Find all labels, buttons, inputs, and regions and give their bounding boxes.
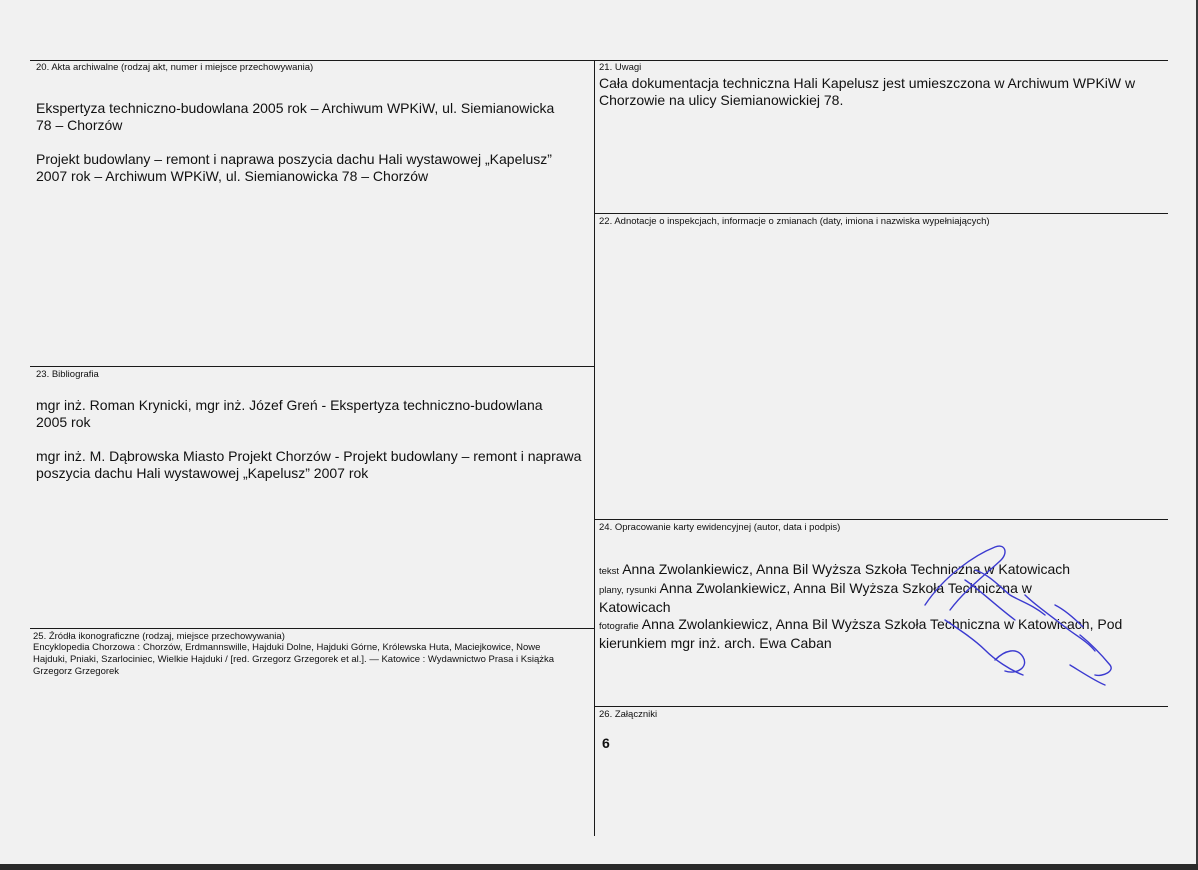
plany-label: plany, rysunki (599, 585, 657, 596)
section-20-label: 20. Akta archiwalne (rodzaj akt, numer i miejsce przechowywania) (36, 62, 314, 73)
fotografie-label: fotografie (599, 621, 639, 632)
top-rule-right (594, 60, 1168, 61)
section-25-label: 25. Źródła ikonograficzne (rodzaj, miejsce przechowywania) (33, 631, 285, 642)
section-23-paragraph-1: mgr inż. Roman Krynicki, mgr inż. Józef Greń - Ekspertyza techniczno-budowlana 2005 rok (36, 397, 543, 430)
section-20-content (36, 100, 566, 202)
section-20-paragraph-2: Projekt budowlany – remont i naprawa poszycia dachu Hali wystawowej „Kapelusz” 2007 rok – Archiwum WPKiW, ul. Siemianowicka 78 – Chorzów (36, 151, 552, 184)
top-rule-left (30, 60, 594, 61)
center-divider (594, 60, 595, 836)
section-21-label: 21. Uwagi (599, 62, 642, 73)
section-20-paragraph-1: Ekspertyza techniczno-budowlana 2005 rok – Archiwum WPKiW, ul. Siemianowicka 78 – Chorzów (36, 100, 555, 133)
section-23-paragraph-2: mgr inż. M. Dąbrowska Miasto Projekt Chorzów - Projekt budowlany – remont i naprawa poszycia dachu Hali wystawowej „Kapelusz” 2007 rok (36, 448, 582, 481)
section-24-label: 24. Opracowanie karty ewidencyjnej (autor, data i podpis) (599, 522, 841, 533)
rule-21-22 (594, 213, 1168, 214)
rule-23-25 (30, 628, 594, 629)
rule-24-26 (594, 706, 1168, 707)
section-26-value: 6 (602, 735, 610, 751)
rule-20-23 (30, 366, 594, 367)
fotografie-value: Anna Zwolankiewicz, Anna Bil Wyższa Szkoła Techniczna w Katowicach, Pod kierunkiem mgr inż. arch. Ewa Caban (599, 616, 1123, 651)
section-22-label: 22. Adnotacje o inspekcjach, informacje o zmianach (daty, imiona i nazwiska wypełniających) (599, 216, 990, 227)
tekst-label: tekst (599, 566, 620, 577)
plany-value: Anna Zwolankiewicz, Anna Bil Wyższa Szkoła Techniczna w Katowicach (599, 580, 1032, 615)
handwritten-signature (905, 535, 1155, 695)
section-23-label: 23. Bibliografia (36, 369, 99, 380)
section-26-label: 26. Załączniki (599, 709, 658, 720)
rule-22-24 (594, 519, 1168, 520)
section-25-text: Encyklopedia Chorzowa : Chorzów, Erdmannswille, Hajduki Dolne, Hajduki Górne, Królewska Huta, Maciejkowice, Nowe Hajduki, Pniaki, Szarlociniec, Wielkie Hajduki / [red. Grzegorz Grzegorek et al.]. — Katowice : Wydawnictwo Prasa i Książka Grzegorz Grzegorek (33, 642, 555, 677)
tekst-value: Anna Zwolankiewicz, Anna Bil Wyższa Szkoła Techniczna w Katowicach (622, 561, 1071, 577)
section-21-text: Cała dokumentacja techniczna Hali Kapelusz jest umieszczona w Archiwum WPKiW w Chorzowie na ulicy Siemianowickiej 78. (599, 75, 1136, 108)
section-23-content (36, 397, 592, 499)
